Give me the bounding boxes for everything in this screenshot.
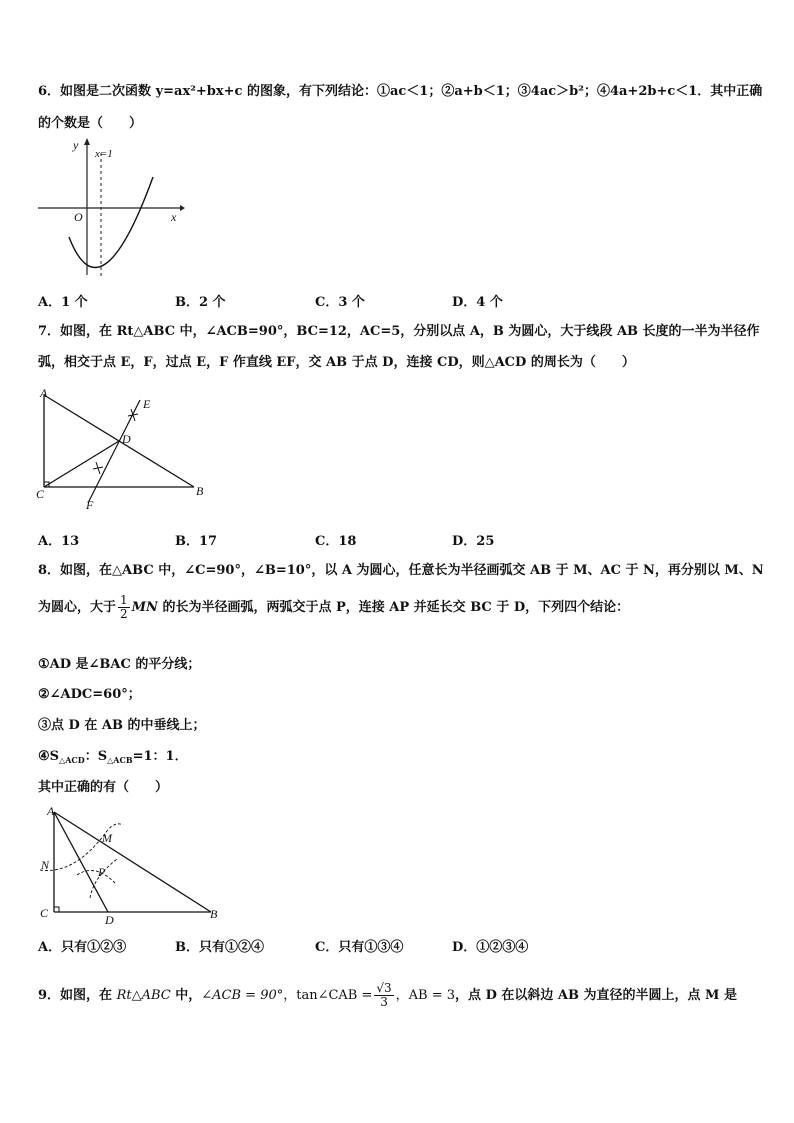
q8-fraction — [118, 594, 130, 621]
y-axis-label: y — [73, 138, 79, 152]
q8-frac-num: 1 — [120, 593, 128, 607]
q8-question: 其中正确的有（ ） — [38, 780, 169, 795]
q9-suffix: ，点 D 在以斜边 AB 为直径的半圆上，点 M 是 — [455, 988, 737, 1003]
q9-ab: ，AB = 3 — [395, 988, 456, 1003]
label-p: P — [98, 865, 106, 879]
q6-text-line2: 的个数是（ ） — [38, 116, 143, 131]
label-b: B — [196, 484, 204, 498]
side-ab — [54, 812, 211, 912]
q9-fraction — [374, 982, 393, 1009]
label-c: C — [36, 487, 45, 501]
q7-text-line1: 7．如图，在 Rt△ABC 中，∠ACB=90°，BC=12，AC=5，分别以点 A，B 为圆心，大于线段 AB 长度的一半为半径作 — [38, 324, 760, 339]
q8-option-c[interactable]: C．只有①③④ — [315, 940, 404, 955]
q6-option-d[interactable]: D．4 个 — [452, 295, 503, 310]
q8-c4-part-c: =1：1． — [132, 749, 188, 764]
label-m: M — [102, 831, 112, 845]
q7-text-line2: 弧，相交于点 E，F，过点 E，F 作直线 EF，交 AB 于点 D，连接 CD，则△ACD 的周长为（ ） — [38, 355, 635, 370]
label-f: F — [86, 498, 94, 512]
q8-triangle-figure — [35, 803, 225, 928]
q8-mn: MN — [131, 600, 158, 615]
origin-label: O — [74, 210, 83, 224]
q8-conclusion-4 — [38, 748, 188, 769]
q8-c4-part-a: ④S — [38, 749, 60, 764]
q8-line2-prefix: 为圆心，大于 — [38, 600, 117, 615]
q6-option-b[interactable]: B．2 个 — [175, 295, 226, 310]
q9-angle: ∠ACB = 90° — [201, 988, 284, 1003]
q6-option-a[interactable]: A．1 个 — [38, 295, 88, 310]
arc-mark-f — [93, 462, 103, 474]
q6-parabola-figure — [35, 135, 185, 285]
q9-text-line1 — [38, 980, 737, 1012]
q7-option-b[interactable]: B．17 — [175, 534, 218, 549]
q8-text-line2 — [38, 594, 629, 621]
q9-frac-num: √3 — [376, 981, 392, 995]
label-d: D — [105, 913, 114, 927]
q7-option-d[interactable]: D．25 — [452, 534, 495, 549]
q8-text-line1: 8．如图，在△ABC 中，∠C=90°，∠B=10°，以 A 为圆心，任意长为半径画弧交 AB 于 M、AC 于 N，再分别以 M、N — [38, 563, 764, 578]
q8-option-b[interactable]: B．只有①②④ — [175, 940, 264, 955]
q9-prefix: 9．如图，在 — [38, 988, 117, 1003]
q8-option-a[interactable]: A．只有①②③ — [38, 940, 127, 955]
q9-tan: ，tan∠CAB = — [283, 988, 373, 1003]
q8-option-d[interactable]: D．①②③④ — [452, 940, 529, 955]
q6-option-c[interactable]: C．3 个 — [315, 295, 365, 310]
q8-c4-part-b: ：S — [84, 749, 108, 764]
q8-conclusion-1: ①AD 是∠BAC 的平分线； — [38, 657, 201, 672]
label-b: B — [210, 907, 218, 921]
q9-frac-den: 3 — [380, 995, 388, 1009]
q7-triangle-figure — [30, 385, 220, 515]
q8-conclusion-3: ③点 D 在 AB 的中垂线上； — [38, 718, 206, 733]
right-angle-mark — [54, 907, 59, 912]
q8-c4-sub2: △ACB — [107, 755, 133, 765]
x-axis-label: x — [171, 210, 177, 224]
label-e: E — [143, 397, 151, 411]
arc-from-n — [77, 871, 115, 884]
segment-ad — [54, 812, 108, 912]
label-a: A — [47, 804, 55, 818]
q9-mid: 中， — [170, 988, 202, 1003]
symmetry-label: x=1 — [95, 148, 113, 160]
label-c: C — [40, 906, 49, 920]
label-d: D — [122, 432, 131, 446]
q8-c4-sub1: △ACD — [59, 755, 85, 765]
q7-option-c[interactable]: C．18 — [315, 534, 357, 549]
q8-frac-den: 2 — [120, 607, 128, 621]
q9-triangle-name: Rt△ABC — [116, 988, 171, 1003]
q8-line2-suffix: 的长为半径画弧，两弧交于点 P，连接 AP 并延长交 BC 于 D，下列四个结论： — [157, 600, 630, 615]
arc-mark-e — [128, 409, 138, 421]
q6-text-line1: 6．如图是二次函数 y=ax²+bx+c 的图象，有下列结论：①ac＜1；②a+b＜1；③4ac＞b²；④4a+2b+c＜1．其中正确 — [38, 84, 763, 99]
label-n: N — [41, 858, 50, 872]
label-a: A — [40, 386, 48, 400]
q7-option-a[interactable]: A．13 — [38, 534, 80, 549]
q8-conclusion-2: ②∠ADC=60°； — [38, 687, 141, 702]
